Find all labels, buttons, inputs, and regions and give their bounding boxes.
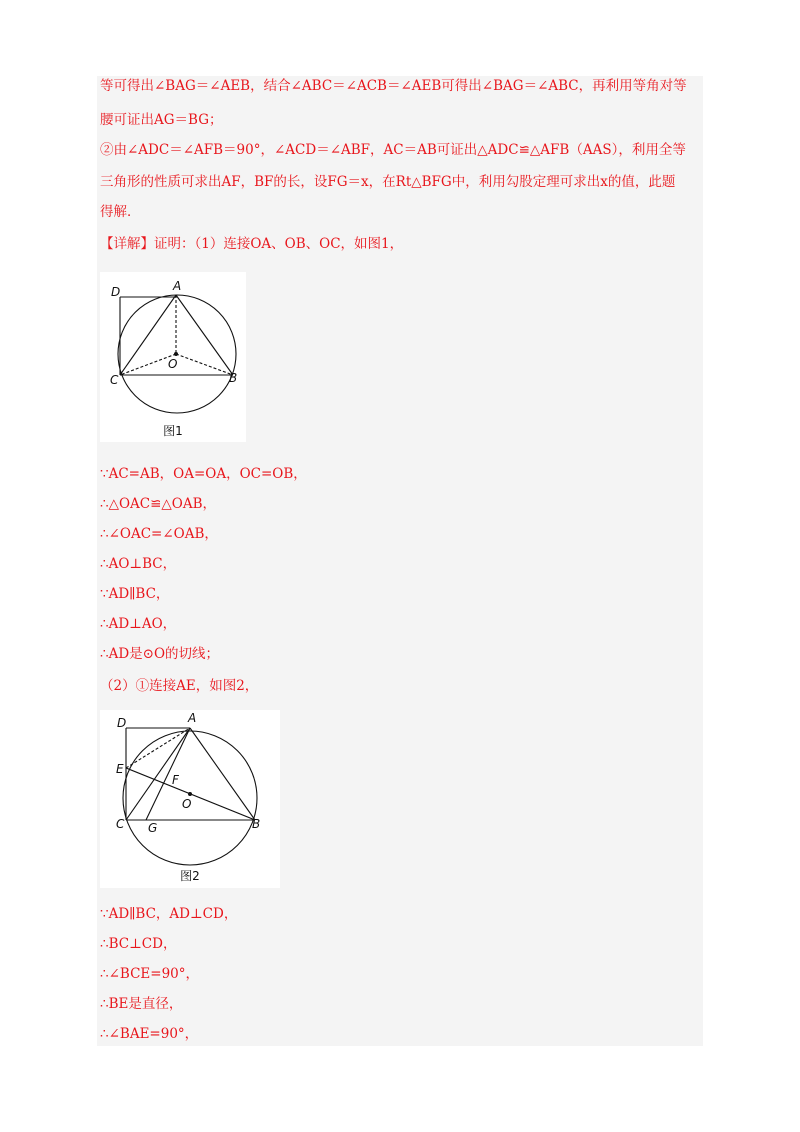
analysis-line-1: 等可得出∠BAG＝∠AEB，结合∠ABC＝∠ACB＝∠AEB可得出∠BAG＝∠ABC，再利用等角对等 <box>100 78 687 94</box>
figure-1-label-a: A <box>173 279 182 293</box>
figure-1-segment-ab <box>176 295 233 375</box>
analysis-line-2: 腰可证出AG＝BG； <box>100 112 223 128</box>
figure-2 <box>100 710 280 888</box>
figure-1-label-o: O <box>168 357 178 371</box>
figure-1-segment-ob <box>176 354 233 375</box>
figure-2-label-g: G <box>148 821 158 835</box>
analysis-line-5: 得解． <box>100 204 141 220</box>
analysis-line-3: ②由∠ADC＝∠AFB＝90°，∠ACD＝∠ABF，AC＝AB可证出△ADC≌△AFB（AAS），利用全等 <box>100 142 686 158</box>
page-background <box>97 76 703 1046</box>
proof-line-3: ∴∠OAC=∠OAB， <box>100 526 218 542</box>
figure-2-caption: 图2 <box>180 869 200 883</box>
figure-2-label-d: D <box>117 716 127 730</box>
proof-line-1: ∵AC=AB，OA=OA，OC=OB， <box>100 466 307 482</box>
figure-2-label-f: F <box>172 773 179 787</box>
detail-heading-line: 【详解】证明：（1）连接OA、OB、OC，如图1， <box>100 236 404 252</box>
figure-2-label-c: C <box>116 817 125 831</box>
proof-line-7: ∴AD是⊙O的切线； <box>100 646 220 662</box>
proof-line-9: ∵AD∥BC，AD⊥CD， <box>100 906 238 922</box>
figure-2-label-o: O <box>182 797 192 811</box>
analysis-line-4: 三角形的性质可求出AF，BF的长，设FG＝x，在Rt△BFG中，利用勾股定理可求出x的值，此题 <box>100 174 676 190</box>
figure-2-center-dot <box>188 792 192 796</box>
proof-line-10: ∴BC⊥CD， <box>100 936 177 952</box>
figure-2-label-a: A <box>188 711 197 725</box>
proof-line-8: （2）①连接AE，如图2， <box>100 678 259 694</box>
figure-2-label-e: E <box>116 762 124 776</box>
figure-1-center-dot <box>174 352 178 356</box>
figure-2-diagram <box>100 710 280 868</box>
figure-2-segment-ac <box>126 728 190 820</box>
figure-2-segment-ab <box>190 728 255 820</box>
figure-1-label-c: C <box>110 373 119 387</box>
proof-line-12: ∴BE是直径， <box>100 996 183 1012</box>
proof-line-11: ∴∠BCE=90°， <box>100 966 199 982</box>
figure-2-label-b: B <box>252 817 261 831</box>
figure-1-label-b: B <box>229 371 238 385</box>
figure-1-caption: 图1 <box>163 424 183 438</box>
proof-line-2: ∴△OAC≌△OAB， <box>100 496 217 512</box>
proof-line-5: ∵AD∥BC， <box>100 586 170 602</box>
proof-line-13: ∴∠BAE=90°， <box>100 1026 199 1042</box>
figure-1-diagram <box>100 272 246 422</box>
figure-1-label-d: D <box>111 285 121 299</box>
proof-line-6: ∴AD⊥AO， <box>100 616 177 632</box>
proof-line-4: ∴AO⊥BC， <box>100 556 177 572</box>
figure-1 <box>100 272 246 442</box>
